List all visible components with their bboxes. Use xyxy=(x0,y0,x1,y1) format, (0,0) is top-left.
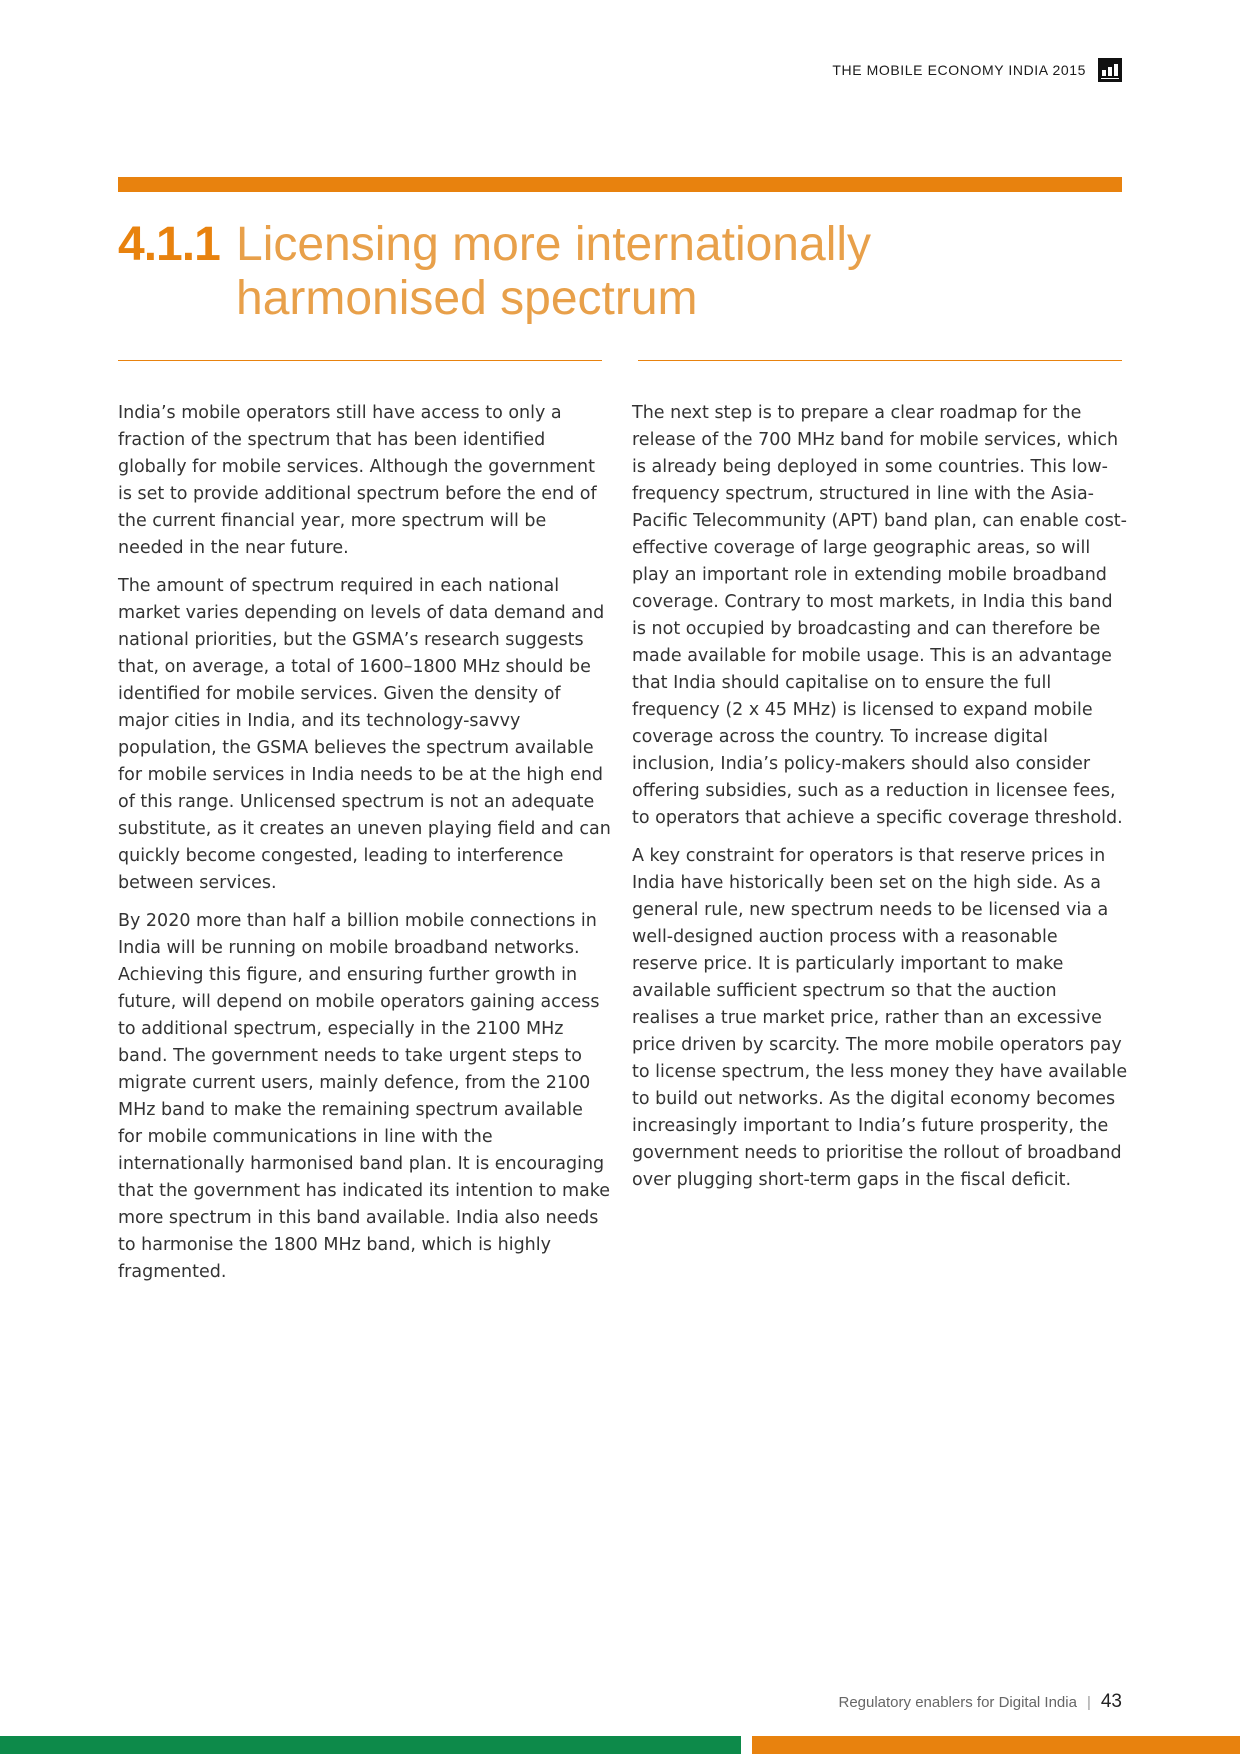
section-heading xyxy=(118,218,1128,326)
page-footer xyxy=(838,1691,1122,1713)
footer-section-label: Regulatory enablers for Digital India xyxy=(838,1693,1077,1711)
paragraph: A key constraint for operators is that reserve prices in India have historically been set on the high side. As a general rule, new spectrum needs to be licensed via a well-designed auction process with a reasonable reserve price. It is particularly important to make available sufficient spectrum so that the auction realises a true market price, rather than an excessive price driven by scarcity. The more mobile operators pay to license spectrum, the less money they have available to build out networks. As the digital economy becomes increasingly important to India’s future prosperity, the government needs to prioritise the rollout of broadband over plugging short-term gaps in the fiscal deficit. xyxy=(632,846,1128,1190)
left-column-rule xyxy=(118,360,602,361)
gsma-logo-icon xyxy=(1098,58,1122,82)
paragraph: The amount of spectrum required in each national market varies depending on levels of data demand and national priorities, but the GSMA’s research suggests that, on average, a total of 1600–1800 MHz should be identified for mobile services. Given the density of major cities in India, and its technology-savvy population, the GSMA believes the spectrum available for mobile services in India needs to be at the high end of this range. Unlicensed spectrum is not an adequate substitute, as it creates an uneven playing field and can quickly become congested, leading to interference between services. xyxy=(118,576,611,893)
page-number: 43 xyxy=(1100,1691,1122,1712)
paragraph: India’s mobile operators still have access to only a fraction of the spectrum that has been identified globally for mobile services. Although the government is set to provide additional spectrum before the end of the current financial year, more spectrum will be needed in the near future. xyxy=(118,403,597,558)
footer-separator: | xyxy=(1086,1693,1091,1711)
page-header xyxy=(832,58,1122,82)
section-number: 4.1.1 xyxy=(118,218,220,271)
report-title: THE MOBILE ECONOMY INDIA 2015 xyxy=(832,62,1086,78)
left-column xyxy=(118,400,612,1297)
right-column-rule xyxy=(638,360,1122,361)
section-title: Licensing more internationally harmonised spectrum xyxy=(236,218,872,325)
paragraph: The next step is to prepare a clear roadmap for the release of the 700 MHz band for mobile services, which is already being deployed in some countries. This low-frequency spectrum, structured in line with the Asia-Pacific Telecommunity (APT) band plan, can enable cost-effective coverage of large geographic areas, so will play an important role in extending mobile broadband coverage. Contrary to most markets, in India this band is not occupied by broadcasting and can therefore be made available for mobile usage. This is an advantage that India should capitalise on to ensure the full frequency (2 x 45 MHz) is licensed to expand mobile coverage across the country. To increase digital inclusion, India’s policy-makers should also consider offering subsidies, such as a reduction in licensee fees, to operators that achieve a specific coverage threshold. xyxy=(632,403,1127,828)
section-top-bar xyxy=(118,177,1122,192)
right-column xyxy=(632,400,1128,1205)
bottom-orange-bar xyxy=(752,1736,1240,1754)
paragraph: By 2020 more than half a billion mobile connections in India will be running on mobile broadband networks. Achieving this figure, and ensuring further growth in future, will depend on mobile operators gaining access to additional spectrum, especially in the 2100 MHz band. The government needs to take urgent steps to migrate current users, mainly defence, from the 2100 MHz band to make the remaining spectrum available for mobile communications in line with the internationally harmonised band plan. It is encouraging that the government has indicated its intention to make more spectrum in this band available. India also needs to harmonise the 1800 MHz band, which is highly fragmented. xyxy=(118,911,611,1282)
bottom-green-bar xyxy=(0,1736,741,1754)
